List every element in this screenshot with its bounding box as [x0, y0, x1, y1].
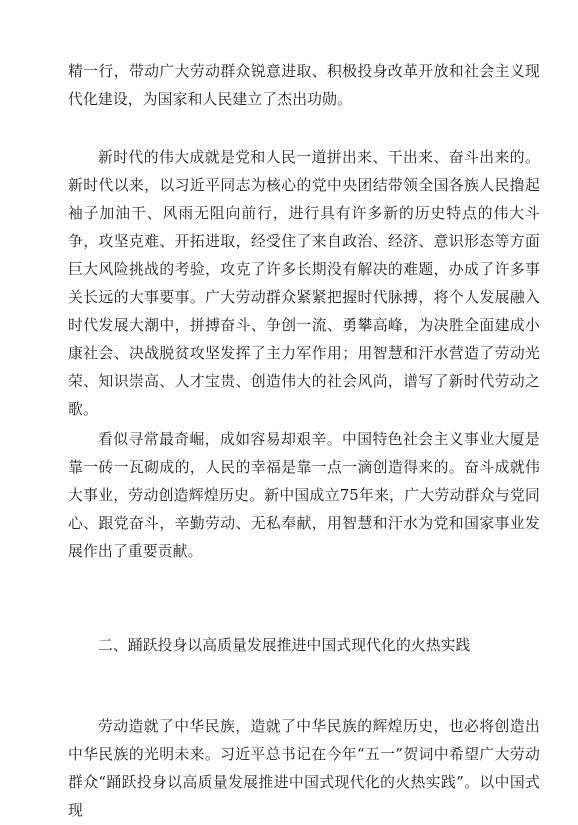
paragraph-new-era-achievements: 新时代的伟大成就是党和人民一道拼出来、干出来、奋斗出来的。新时代以来，以习近平同志为核心的党中央团结带领全国各族人民撸起袖子加油干、风雨无阻向前行，进行具有许多新的历史特点的伟大斗争，攻坚克难、开拓进取，经受住了来自政治、经济、意识形态等方面巨大风险挑战的考验，攻克了许多长期没有解决的难题，办成了许多事关长远的大事要事。广大劳动群众紧紧把握时代脉搏，将个人发展融入时代发展大潮中，拼搏奋斗、争创一流、勇攀高峰，为决胜全面建成小康社会、决战脱贫攻坚发挥了主力军作用；用智慧和汗水营造了劳动光荣、知识崇高、人才宝贵、创造伟大的社会风尚，谱写了新时代劳动之歌。 [68, 149, 540, 418]
paragraph-continuation: 精一行，带动广大劳动群众锐意进取、积极投身改革开放和社会主义现代化建设，为国家和人民建立了杰出功勋。 [68, 63, 540, 108]
section-heading: 二、踊跃投身以高质量发展推进中国式现代化的火热实践 [98, 637, 471, 654]
paragraph-labor-built-nation: 劳动造就了中华民族，造就了中华民族的辉煌历史，也必将创造出中华民族的光明未来。习近平总书记在今年“五一”贺词中希望广大劳动群众“踊跃投身以高质量发展推进中国式现代化的火热实践”。以中国式现 [68, 718, 540, 819]
paragraph-labor-creates-history: 看似寻常最奇崛，成如容易却艰辛。中国特色社会主义事业大厦是靠一砖一瓦砌成的，人民的幸福是靠一点一滴创造得来的。奋斗成就伟大事业，劳动创造辉煌历史。新中国成立75年来，广大劳动群众与党同心、跟党奋斗，辛勤劳动、无私奉献，用智慧和汗水为党和国家事业发展作出了重要贡献。 [68, 431, 540, 560]
